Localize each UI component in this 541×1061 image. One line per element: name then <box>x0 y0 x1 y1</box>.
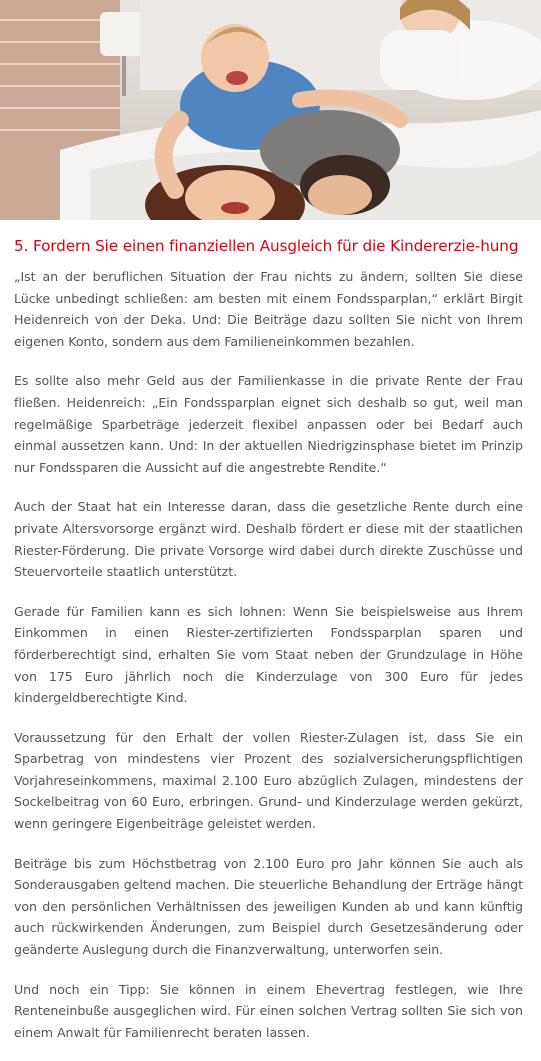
article-paragraph-5: Voraussetzung für den Erhalt der vollen Riester-Zulagen ist, dass Sie ein Sparbetrag von mindestens vier Prozent des sozialversicherungspflichtigen Vorjahreseinkommens, maximal 2.100 Euro abzüglich Zulagen, mindestens der Sockelbeitrag von 60 Euro, erbringen. Grund- und Kinderzulage werden gekürzt, wenn geringere Eigenbeiträge geleistet werden. <box>14 729 523 832</box>
article-paragraph-2: Es sollte also mehr Geld aus der Familienkasse in die private Rente der Frau fließen. Heidenreich: „Ein Fondssparplan eignet sich deshalb so gut, weil man regelmäßige Sparbeträge jederzeit flexibel anpassen oder bei Bedarf auch einmal aussetzen kann. Und: In der aktuellen Niedrigzinsphase bietet im Prinzip nur Fondssparen die Aussicht auf die angestrebte Rendite.“ <box>14 373 523 475</box>
hero-image <box>0 0 541 220</box>
family-photo-icon <box>0 0 541 220</box>
article-paragraph-4: Gerade für Familien kann es sich lohnen: Wenn Sie beispielsweise aus Ihrem Einkommen in einen Riester-zertifizierten Fondssparplan sparen und förderberechtigt sind, erhalten Sie vom Staat neben der Grundzulage in Höhe von 175 Euro jährlich noch die Kinderzulage von 300 Euro für jedes kindergeldberechtigte Kind. <box>14 603 523 706</box>
article-paragraph-6: Beiträge bis zum Höchstbetrag von 2.100 Euro pro Jahr können Sie auch als Sonderausgaben geltend machen. Die steuerliche Behandlung der Erträge hängt von den persönlichen Verhältnissen des jeweiligen Kunden ab und kann künftig auch rückwirkenden Änderungen, zum Beispiel durch Gesetzesänderung oder geänderte Auslegung durch die Finanzverwaltung, unterworfen sein. <box>14 855 523 958</box>
article-paragraph-3: Auch der Staat hat ein Interesse daran, dass die gesetzliche Rente durch eine private Altersvorsorge ergänzt wird. Deshalb fördert er diese mit der staatlichen Riester-Förderung. Die private Vorsorge wird dabei durch direkte Zuschüsse und Steuervorteile staatlich unterstützt. <box>14 499 523 580</box>
article-paragraph-7: Und noch ein Tipp: Sie können in einem Ehevertrag festlegen, wie Ihre Renteneinbuße ausgeglichen wird. Für einen solchen Vertrag sollten Sie sich von einem Anwalt für Familienrecht beraten lassen. <box>14 981 523 1040</box>
article-title: 5. Fordern Sie einen finanziellen Ausgleich für die Kindererzie-hung <box>14 237 519 255</box>
article-body <box>14 236 523 1061</box>
article-paragraph-1: „Ist an der beruflichen Situation der Frau nichts zu ändern, sollten Sie diese Lücke unbedingt schließen: am besten mit einem Fondssparplan,“ erklärt Birgit Heidenreich von der Deka. Und: Die Beiträge dazu sollten Sie nicht von Ihrem eigenen Konto, sondern aus dem Familieneinkommen bezahlen. <box>14 269 523 349</box>
